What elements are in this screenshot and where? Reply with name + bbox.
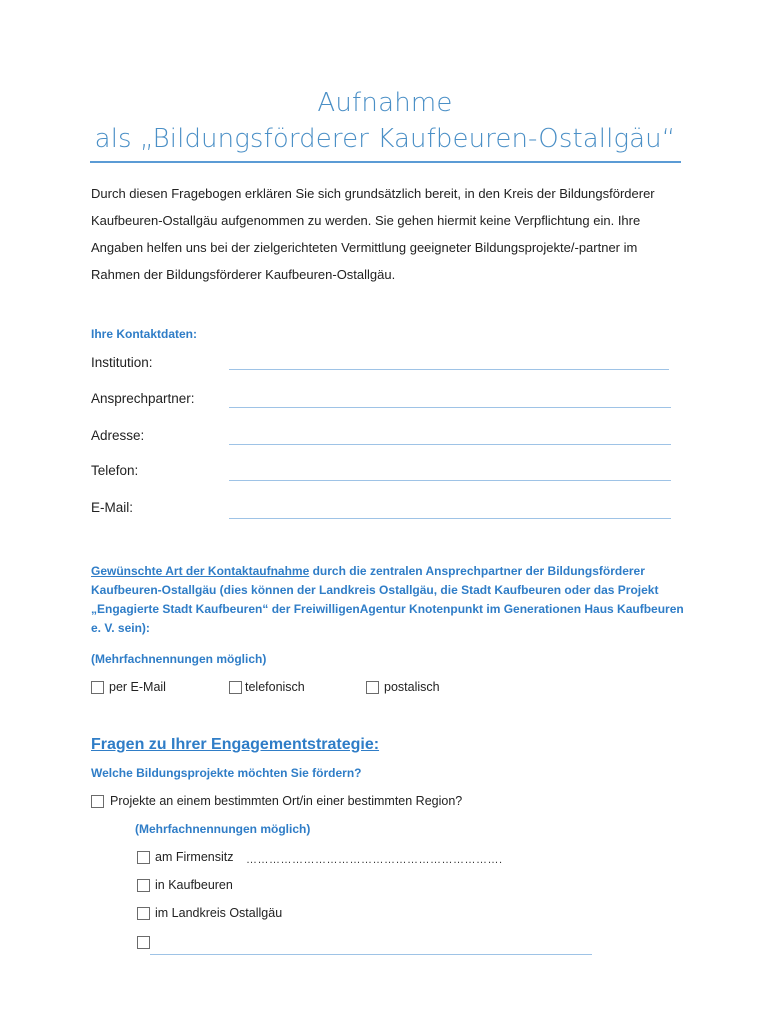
contact-type-paragraph: [91, 562, 686, 638]
strategy-question: Welche Bildungsprojekte möchten Sie fördern?: [91, 766, 362, 780]
contact-multi-note: (Mehrfachnennungen möglich): [91, 652, 267, 666]
kaufbeuren-label: in Kaufbeuren: [155, 878, 233, 892]
other-region-checkbox[interactable]: [137, 936, 150, 949]
phone-contact-checkbox[interactable]: [229, 681, 242, 694]
location-option-label: Projekte an einem bestimmten Ort/in einer bestimmten Region?: [110, 794, 463, 808]
ansprechpartner-field[interactable]: [229, 407, 671, 408]
kaufbeuren-checkbox[interactable]: [137, 879, 150, 892]
other-region-field[interactable]: [150, 954, 592, 955]
strategy-multi-note: (Mehrfachnennungen möglich): [135, 822, 311, 836]
firmensitz-checkbox[interactable]: [137, 851, 150, 864]
post-contact-checkbox[interactable]: [366, 681, 379, 694]
ostallgaeu-checkbox[interactable]: [137, 907, 150, 920]
phone-contact-label: telefonisch: [245, 680, 305, 694]
page-title: Aufnahme: [317, 88, 453, 118]
contact-type-description: durch die zentralen Ansprechpartner der Bildungsförderer Kaufbeuren-Ostallgäu (dies können der Landkreis Ostallgäu, die Stadt Kaufbeuren oder das Projekt „Engagierte Stadt Kaufbeuren“ der FreiwilligenAgentur Knotenpunkt im Generationen Haus Kaufbeuren e. V. sein):: [91, 564, 684, 635]
adresse-field[interactable]: [229, 444, 671, 445]
location-checkbox[interactable]: [91, 795, 104, 808]
firmensitz-label: am Firmensitz: [155, 850, 234, 864]
strategy-heading: Fragen zu Ihrer Engagementstrategie:: [91, 736, 380, 753]
intro-paragraph: Durch diesen Fragebogen erklären Sie sich grundsätzlich bereit, in den Kreis der Bildungsförderer Kaufbeuren-Ostallgäu aufgenommen zu werden. Sie gehen hiermit keine Verpflichtung ein. Ihre Angaben helfen uns bei der zielgerichteten Vermittlung geeigneter Bildungsprojekte/-partner im Rahmen der Bildungsförderer Kaufbeuren-Ostallgäu.: [91, 186, 655, 282]
telefon-label: Telefon:: [91, 463, 139, 478]
institution-label: Institution:: [91, 355, 153, 370]
email-contact-checkbox[interactable]: [91, 681, 104, 694]
firmensitz-fill-line[interactable]: ………………………………………………………….: [246, 854, 503, 866]
institution-field[interactable]: [229, 369, 669, 370]
adresse-label: Adresse:: [91, 428, 145, 443]
telefon-field[interactable]: [229, 480, 671, 481]
ostallgaeu-label: im Landkreis Ostallgäu: [155, 906, 283, 920]
email-label: E-Mail:: [91, 500, 134, 515]
email-field[interactable]: [229, 518, 671, 519]
email-contact-label: per E-Mail: [109, 680, 166, 694]
contact-heading: Ihre Kontaktdaten:: [91, 327, 198, 341]
page-subtitle: als „Bildungsförderer Kaufbeuren-Ostallgäu“: [94, 124, 676, 154]
contact-type-heading: Gewünschte Art der Kontaktaufnahme: [91, 564, 310, 578]
title-divider: [90, 161, 681, 163]
post-contact-label: postalisch: [384, 680, 440, 694]
ansprechpartner-label: Ansprechpartner:: [91, 391, 195, 406]
